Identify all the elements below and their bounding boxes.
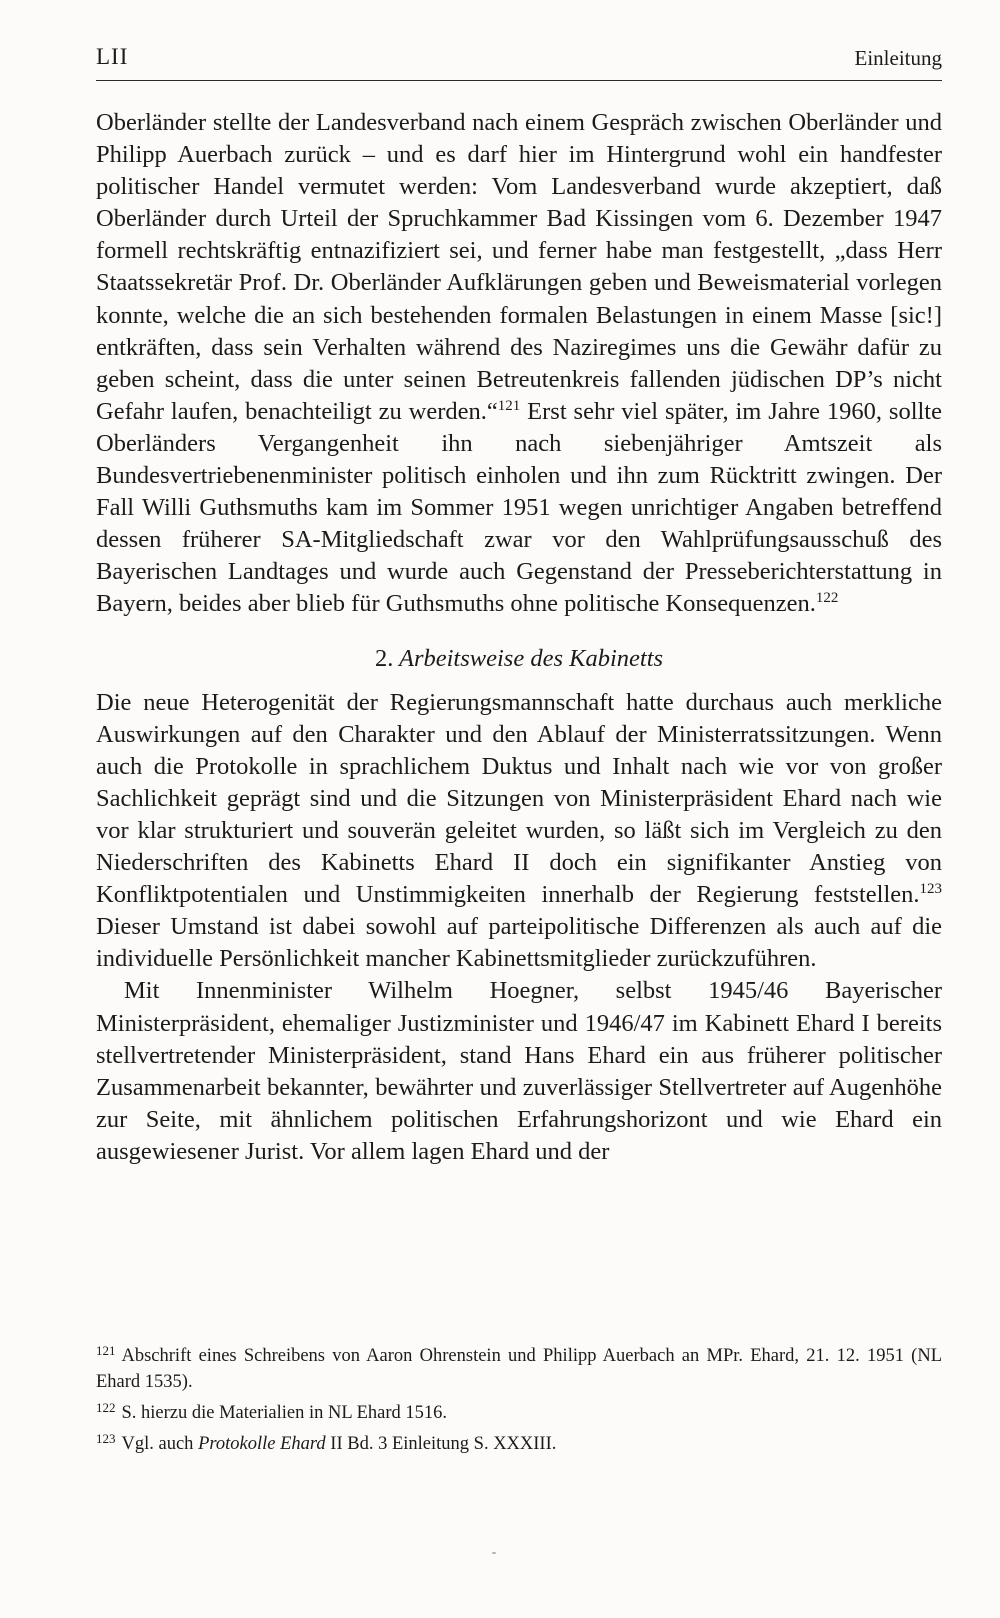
page-number: LII (96, 44, 129, 69)
footnote: $^{122}$ S. hierzu die Materialien in NL Ehard 1516. (96, 1400, 448, 1423)
paragraph: Oberländer stellte der Landesverband nach einem Gespräch zwischen Oberländer und Philipp Auerbach zurück – und es darf hier im Hintergrund wohl ein handfester politischer Handel vermutet werden: Vom Landesverband wurde akzeptiert, daß Oberländer durch Urteil der Spruchkammer Bad Kissingen vom 6. Dezember 1947 formell rechtskräftig entnazifiziert sei, und ferner habe man festgestellt, „dass Herr Staatssekretär Prof. Dr. Oberländer Aufklärungen geben und Beweismaterial vorlegen konnte, welche die an sich bestehenden formalen Belastungen in einem Masse [sic!] entkräften, dass sein Verhalten während des Naziregimes uns die Gewähr dafür zu geben scheint, dass die unter seinen Betreutenkreis fallenden jüdischen DP’s nicht Gefahr laufen, benachteiligt zu werden.“$^{121}$ Erst sehr viel später, im Jahre 1960, sollte Oberländers Vergangenheit ihn nach siebenjähriger Amtszeit als Bundesvertriebenenminister politisch einholen und ihn zum Rücktritt zwingen. Der Fall Willi Guthsmuths kam im Sommer 1951 wegen unrichtiger Angaben betreffend dessen früherer SA-Mitgliedschaft zwar vor den Wahlprüfungsausschuß des Bayerischen Landtages und wurde auch Gegenstand der Presseberichterstattung in Bayern, beides aber blieb für Guthsmuths ohne politische Konsequenzen.$^{122}$ (96, 109, 942, 618)
footnotes (96, 1338, 942, 1457)
section-number: 2. (374, 644, 394, 672)
running-head: Einleitung (854, 46, 942, 70)
section-title: Arbeitsweise des Kabinetts (399, 644, 664, 672)
paragraph: Mit Innenminister Wilhelm Hoegner, selbst 1945/46 Bayerischer Ministerpräsident, ehemaliger Justizminister und 1946/47 im Kabinett Ehard I bereits stellvertretender Ministerpräsident, stand Hans Ehard ein aus früherer politischer Zusammenarbeit bekannter, bewährter und zuverlässiger Stellvertreter auf Augenhöhe zur Seite, mit ähnlichem politischen Erfahrungshorizont und wie Ehard ein ausgewiesener Jurist. Vor allem lagen Ehard und der (96, 977, 942, 1165)
page-header (96, 40, 942, 81)
footnote-ref: 123 (919, 881, 942, 898)
footnote: $^{123}$ Vgl. auch Protokolle Ehard II Bd. 3 Einleitung S. XXXIII. (96, 1431, 557, 1454)
footnote: $^{121}$ Abschrift eines Schreibens von Aaron Ohrenstein und Philipp Auerbach an MPr. Ehard, 21. 12. 1951 (NL Ehard 1535). (96, 1343, 942, 1392)
footnote-ref: 121 (497, 397, 521, 414)
paper-blot (492, 1552, 496, 1554)
paragraph: Die neue Heterogenität der Regierungsmannschaft hatte durchaus auch merkliche Auswirkungen auf den Charakter und den Ablauf der Ministerratssitzungen. Wenn auch die Protokolle in sprachlichem Duktus und Inhalt nach wie vor von großer Sachlichkeit geprägt sind und die Sitzungen von Ministerpräsident Ehard nach wie vor klar strukturiert und souverän geleitet wurden, so läßt sich im Vergleich zu den Niederschriften des Kabinetts Ehard II doch ein signifikanter Anstieg von Konfliktpotentialen und Unstimmigkeiten innerhalb der Regierung feststellen.$^{123}$ Dieser Umstand ist dabei sowohl auf parteipolitische Differenzen als auch auf die individuelle Persönlichkeit mancher Kabinettsmitglieder zurückzuführen. (96, 688, 942, 973)
footnote-ref: 122 (815, 590, 839, 607)
section-heading (96, 643, 942, 675)
body-text (96, 107, 942, 1168)
